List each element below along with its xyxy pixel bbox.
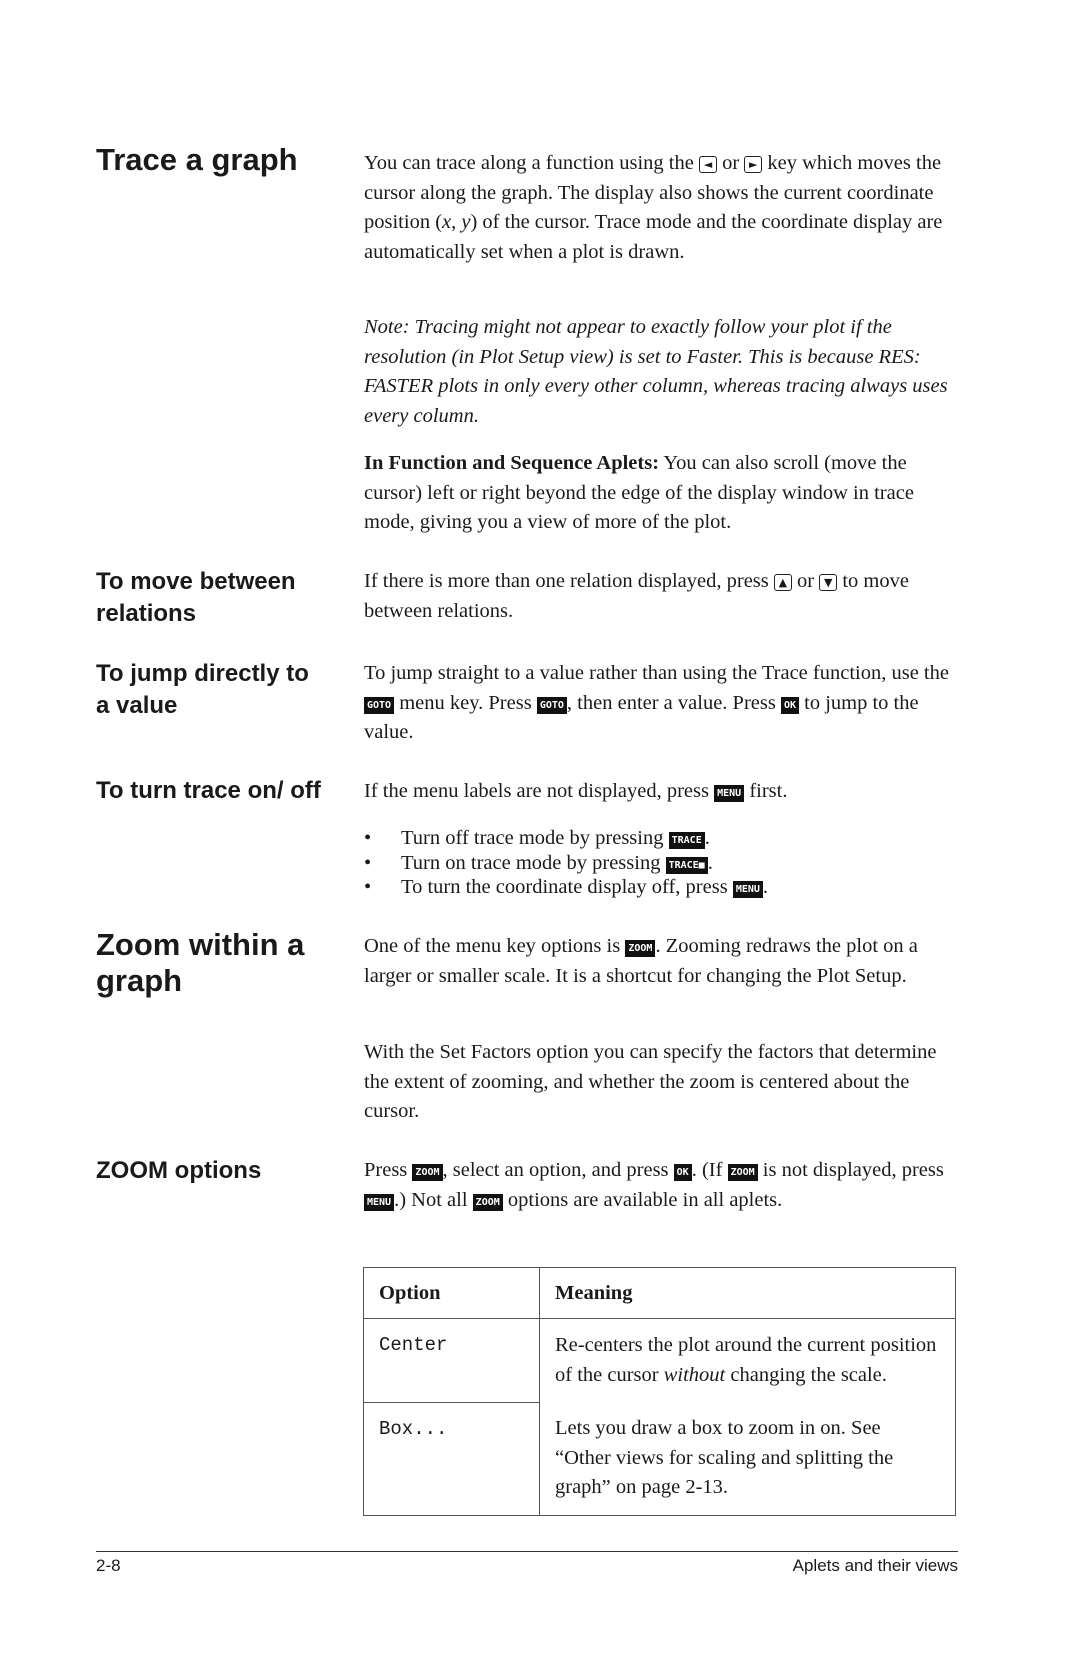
jump-paragraph [364, 659, 964, 748]
text: You can also scroll (move the cursor) left or right beyond the edge of the display window in trace mode, giving you a view of more of the plot. [364, 452, 914, 534]
chapter-title: Aplets and their views [792, 1556, 958, 1575]
column-header-option: Option [364, 1268, 540, 1319]
heading-zoom-options: ZOOM options [96, 1157, 262, 1184]
text: . (If [691, 1159, 723, 1181]
heading-move-between-relations: To move between relations [96, 568, 296, 627]
text: . Zooming redraws the plot on a larger or smaller scale. It is a shortcut for changing the Plot Setup. [364, 935, 918, 987]
table-row [364, 1319, 956, 1403]
text: One of the menu key options is [364, 935, 621, 957]
text: Press [364, 1159, 408, 1181]
text: or [797, 570, 815, 592]
text: is not displayed, press [762, 1159, 944, 1181]
ok-menu-key: OK [674, 1164, 692, 1181]
up-arrow-key-icon: ▲ [774, 574, 792, 591]
table-row [364, 1402, 956, 1515]
menu-key: MENU [733, 881, 763, 898]
text: .) Not all [394, 1188, 468, 1211]
menu-key: MENU [714, 785, 744, 802]
text: without [663, 1363, 726, 1386]
list-item: • Turn on trace mode by pressing TRACE■ . [364, 851, 964, 876]
text: to jump to the value. [364, 691, 919, 744]
option-cell: Box... [364, 1402, 540, 1515]
zoom-menu-key: ZOOM [728, 1164, 758, 1181]
list-item: • Turn off trace mode by pressing TRACE . [364, 826, 964, 851]
text: To turn the coordinate display off, press [401, 876, 728, 898]
zoom-menu-key: ZOOM [473, 1194, 503, 1211]
zoom-options-paragraph [364, 1156, 964, 1215]
zoom-options-table [363, 1267, 956, 1516]
option-cell: Center [364, 1319, 540, 1403]
text: menu key. Press [399, 691, 532, 714]
page-number: 2-8 [96, 1556, 121, 1575]
heading-jump-to-value: To jump directly to a value [96, 660, 309, 719]
ok-menu-key: OK [781, 697, 799, 714]
zoom-menu-key: ZOOM [625, 940, 655, 957]
text: key which moves the cursor along the graph. The display also shows the current coordinate position ( [364, 152, 942, 234]
text: Re-centers the plot around the current position of the cursor [555, 1334, 937, 1386]
column-header-meaning: Meaning [540, 1268, 956, 1319]
meaning-cell [540, 1319, 956, 1403]
text: , select an option, and press [442, 1159, 669, 1181]
heading-trace-a-graph: Trace a graph [96, 142, 298, 177]
text: To jump straight to a value rather than using the Trace function, use the [364, 662, 949, 684]
footer-divider [96, 1551, 958, 1552]
set-factors-paragraph: With the Set Factors option you can specify the factors that determine the extent of zooming, and whether the zoom is centered about the cursor. [364, 1041, 937, 1123]
list-item: • To turn the coordinate display off, press MENU . [364, 875, 964, 900]
text: options are available in all aplets. [507, 1188, 783, 1211]
right-arrow-key-icon: ► [744, 156, 762, 173]
text: x, y [442, 211, 471, 234]
text: first. [749, 780, 788, 802]
text: Turn on trace mode by pressing [401, 851, 661, 874]
toggle-bullets [364, 826, 964, 900]
trace-note: Note: Tracing might not appear to exactly follow your plot if the resolution (in Plot Setup view) is set to Faster. This is because RES: FASTER plots in only every other column, whereas tracing always uses every column. [364, 316, 948, 427]
table-header-row [364, 1268, 956, 1319]
down-arrow-key-icon: ▼ [819, 574, 837, 591]
zoom-menu-key: ZOOM [412, 1164, 442, 1181]
left-arrow-key-icon: ◄ [699, 156, 717, 173]
goto-menu-key: GOTO [364, 697, 394, 714]
zoom-paragraph [364, 932, 964, 991]
text: Turn off trace mode by pressing [401, 827, 664, 849]
move-paragraph [364, 567, 964, 626]
text: You can trace along a function using the [364, 152, 694, 174]
function-sequence-paragraph [364, 449, 964, 538]
text: If the menu labels are not displayed, press [364, 780, 709, 802]
toggle-paragraph [364, 777, 964, 807]
text: to move between relations. [364, 570, 909, 622]
goto-menu-key: GOTO [537, 697, 567, 714]
trace-menu-key: TRACE [669, 832, 705, 849]
text: ) of the cursor. Trace mode and the coordinate display are automatically set when a plot is drawn. [364, 211, 943, 263]
meaning-cell: Lets you draw a box to zoom in on. See “Other views for scaling and splitting the graph” on page 2-13. [540, 1402, 956, 1515]
heading-zoom-within-graph: Zoom within a graph [96, 927, 305, 998]
text: In Function and Sequence Aplets: [364, 452, 660, 474]
text: changing the scale. [725, 1363, 887, 1386]
trace-menu-key-active: TRACE■ [666, 857, 708, 874]
trace-paragraph [364, 149, 964, 267]
text: If there is more than one relation displayed, press [364, 570, 769, 592]
text: , then enter a value. Press [566, 691, 776, 714]
text: or [722, 152, 740, 174]
menu-key: MENU [364, 1194, 394, 1211]
heading-turn-trace-on-off: To turn trace on/ off [96, 777, 321, 804]
